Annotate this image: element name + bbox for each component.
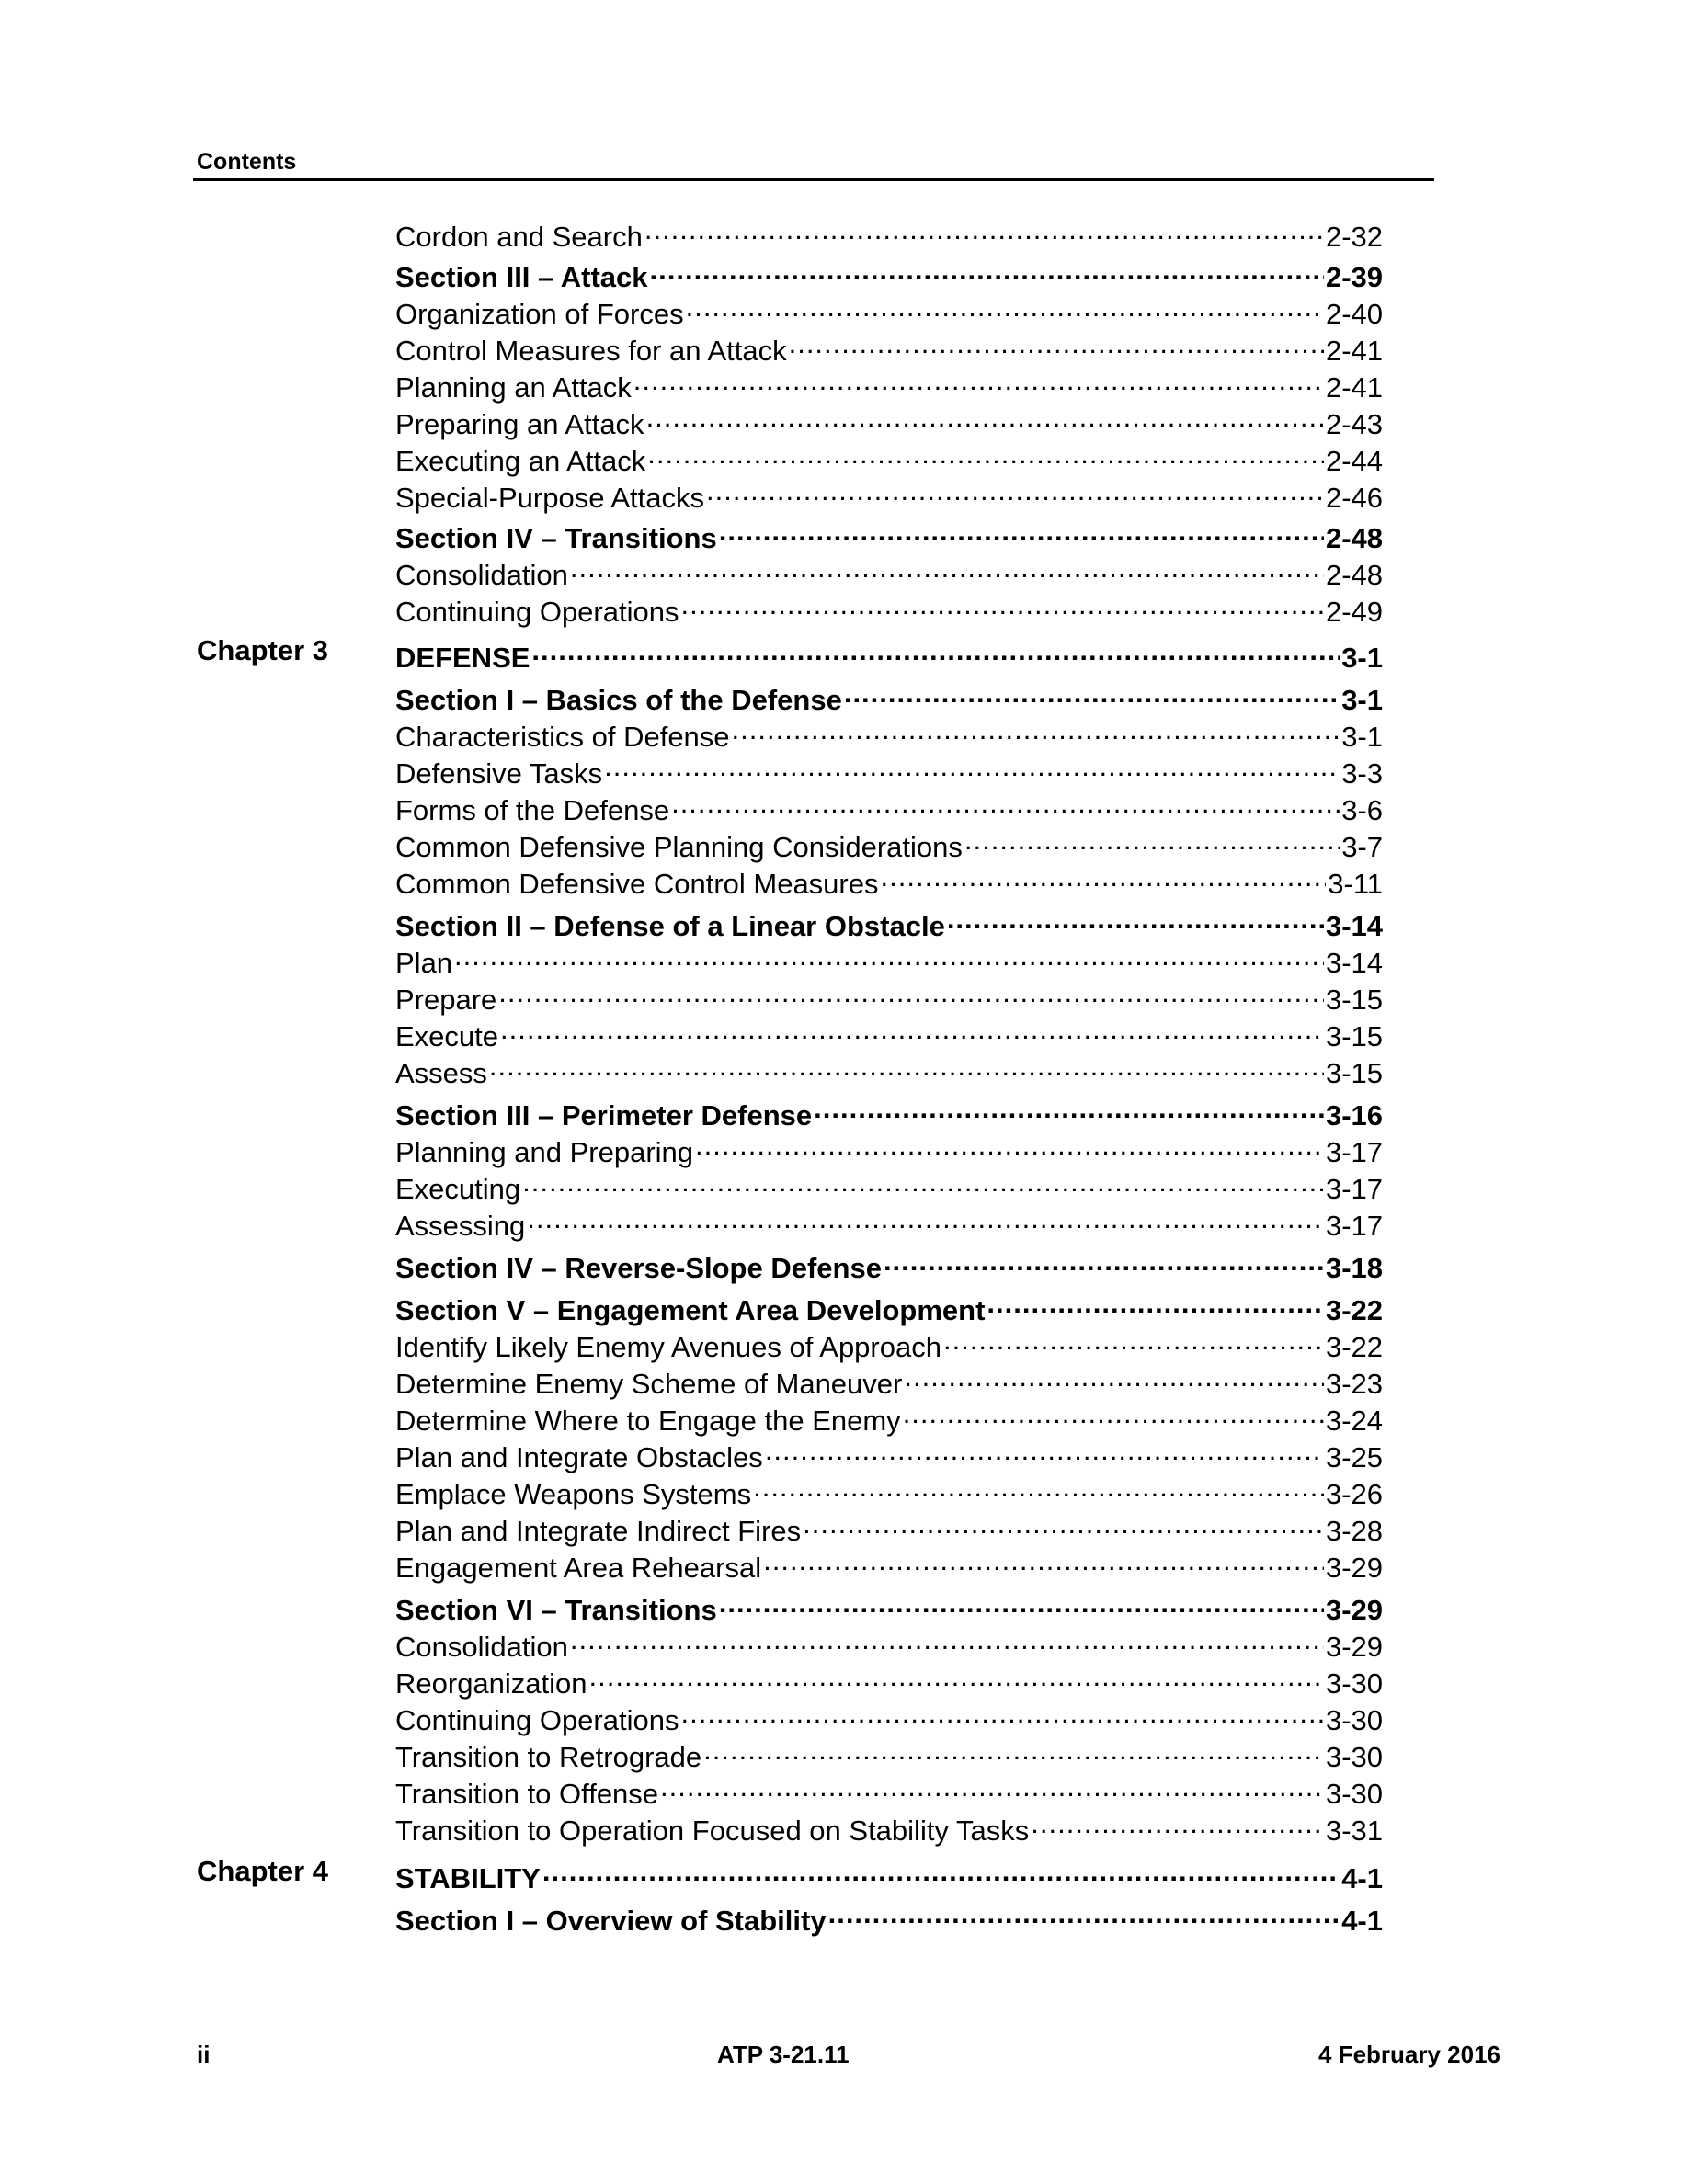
dot-leader (531, 634, 1340, 667)
dot-leader (522, 1166, 1324, 1199)
toc-entry-title: Characteristics of Defense (395, 721, 730, 753)
toc-heading-row[interactable] (395, 1587, 1383, 1627)
footer-date: 4 February 2016 (1318, 2041, 1501, 2068)
toc-row[interactable] (395, 1660, 1383, 1701)
toc-row[interactable] (395, 1697, 1383, 1737)
chapter-label: Chapter 3 (197, 634, 328, 666)
toc-entry-title: Plan and Integrate Indirect Fires (395, 1515, 802, 1547)
dot-leader (884, 1245, 1324, 1278)
dot-leader (719, 1587, 1324, 1620)
toc-heading-row[interactable] (395, 1245, 1383, 1285)
toc-row[interactable] (395, 860, 1383, 901)
toc-heading-row[interactable] (395, 1897, 1383, 1938)
toc-row[interactable] (395, 1807, 1383, 1848)
toc-entry-title: Control Measures for an Attack (395, 335, 787, 367)
toc-entry-title: Assessing (395, 1210, 526, 1242)
toc-row[interactable] (395, 1544, 1383, 1585)
toc-entry-title: Transition to Operation Focused on Stability Tasks (395, 1814, 1030, 1847)
toc-entry-title: Section IV – Transitions (395, 522, 717, 554)
toc-entry-page: 4-1 (1341, 1905, 1383, 1937)
toc-entry-page: 3-3 (1341, 757, 1383, 790)
toc-entry-page: 3-1 (1341, 721, 1383, 753)
toc-entry-title: Determine Enemy Scheme of Maneuver (395, 1368, 903, 1400)
toc-entry-title: Executing an Attack (395, 445, 646, 477)
dot-leader (947, 903, 1324, 936)
toc-row[interactable] (395, 213, 1383, 254)
toc-row[interactable] (395, 364, 1383, 404)
toc-row[interactable] (395, 1471, 1383, 1511)
toc-entry-page: 3-30 (1325, 1778, 1383, 1810)
toc-entry-title: Section III – Perimeter Defense (395, 1099, 813, 1132)
page-header: Contents (197, 149, 297, 175)
toc-entry-title: Executing (395, 1173, 521, 1205)
dot-leader (671, 787, 1340, 820)
toc-entry-page: 3-30 (1325, 1741, 1383, 1773)
dot-leader (644, 213, 1324, 246)
toc-entry-page: 3-15 (1325, 1057, 1383, 1089)
dot-leader (454, 939, 1324, 973)
toc-entry-title: Engagement Area Rehearsal (395, 1552, 762, 1584)
toc-entry-page: 3-29 (1325, 1552, 1383, 1584)
dot-leader (903, 1397, 1324, 1430)
dot-leader (789, 327, 1324, 360)
toc-row[interactable] (395, 1166, 1383, 1206)
toc-entry-title: DEFENSE (395, 642, 530, 674)
toc-heading-row[interactable] (395, 677, 1383, 717)
toc-row[interactable] (395, 976, 1383, 1017)
toc-entry-page: 3-7 (1341, 831, 1383, 863)
dot-leader (763, 1544, 1324, 1577)
dot-leader (844, 677, 1340, 710)
toc-entry-page: 3-1 (1341, 684, 1383, 716)
toc-row[interactable] (395, 1202, 1383, 1243)
toc-entry-page: 3-6 (1341, 794, 1383, 826)
toc-row[interactable] (395, 1734, 1383, 1774)
dot-leader (719, 515, 1324, 548)
dot-leader (650, 254, 1324, 287)
toc-entry-page: 3-30 (1325, 1704, 1383, 1736)
toc-entry-page: 2-39 (1325, 261, 1383, 293)
toc-entry-page: 2-41 (1325, 335, 1383, 367)
toc-entry-title: Execute (395, 1020, 499, 1052)
toc-row[interactable] (395, 438, 1383, 478)
toc-entry-page: 3-16 (1325, 1099, 1383, 1132)
toc-entry-title: Common Defensive Planning Considerations (395, 831, 963, 863)
dot-leader (604, 750, 1340, 783)
toc-entry-title: Special-Purpose Attacks (395, 482, 705, 514)
dot-leader (589, 1660, 1324, 1693)
toc-entry-page: 3-24 (1325, 1405, 1383, 1437)
toc-entry-page: 3-29 (1325, 1631, 1383, 1663)
dot-leader (904, 1360, 1324, 1393)
toc-row[interactable] (395, 327, 1383, 368)
chapter-label: Chapter 4 (197, 1855, 328, 1887)
toc-entry-page: 2-32 (1325, 221, 1383, 253)
toc-entry-page: 2-40 (1325, 298, 1383, 330)
toc-entry-page: 3-22 (1325, 1331, 1383, 1363)
toc-entry-page: 4-1 (1341, 1862, 1383, 1894)
toc-entry-title: Forms of the Defense (395, 794, 670, 826)
toc-entry-title: Planning and Preparing (395, 1136, 694, 1168)
toc-entry-page: 3-11 (1328, 868, 1383, 900)
toc-entry-title: Continuing Operations (395, 1704, 679, 1736)
dot-leader (732, 713, 1340, 746)
toc-entry-title: Cordon and Search (395, 221, 643, 253)
toc-heading-row[interactable] (395, 1287, 1383, 1327)
toc-entry-title: Section VI – Transitions (395, 1594, 717, 1626)
toc-entry-page: 2-48 (1325, 559, 1383, 591)
toc-row[interactable] (395, 474, 1383, 515)
dot-leader (695, 1129, 1324, 1162)
dot-leader (706, 474, 1324, 507)
dot-leader (646, 401, 1324, 434)
toc-entry-title: Section IV – Reverse-Slope Defense (395, 1252, 882, 1284)
toc-entry-title: Emplace Weapons Systems (395, 1478, 752, 1510)
toc-entry-page: 3-30 (1325, 1667, 1383, 1700)
toc-entry-title: Plan (395, 947, 453, 979)
dot-leader (633, 364, 1324, 397)
toc-entry-title: Section II – Defense of a Linear Obstacle (395, 910, 945, 942)
dot-leader (527, 1202, 1324, 1235)
toc-entry-title: Transition to Retrograde (395, 1741, 702, 1773)
toc-row[interactable] (395, 401, 1383, 441)
toc-entry-title: Reorganization (395, 1667, 587, 1700)
dot-leader (680, 1697, 1323, 1730)
toc-row[interactable] (395, 824, 1383, 864)
toc-entry-title: Prepare (395, 984, 497, 1016)
toc-entry-page: 3-15 (1325, 1020, 1383, 1052)
dot-leader (686, 290, 1324, 324)
dot-leader (570, 1623, 1324, 1656)
toc-entry-page: 2-44 (1325, 445, 1383, 477)
toc-row[interactable] (395, 1623, 1383, 1664)
toc-entry-title: STABILITY (395, 1862, 541, 1894)
dot-leader (660, 1770, 1324, 1803)
dot-leader (881, 860, 1327, 893)
toc-entry-title: Plan and Integrate Obstacles (395, 1441, 763, 1473)
toc-entry-title: Section III – Attack (395, 261, 648, 293)
dot-leader (814, 1092, 1324, 1125)
toc-entry-page: 3-31 (1325, 1814, 1383, 1847)
toc-entry-title: Continuing Operations (395, 596, 679, 628)
toc-row[interactable] (395, 1360, 1383, 1401)
toc-heading-row[interactable] (395, 1092, 1383, 1132)
toc-heading-row[interactable] (395, 903, 1383, 943)
toc-row[interactable] (395, 1050, 1383, 1090)
toc-row[interactable] (395, 290, 1383, 331)
toc-entry-page: 2-41 (1325, 371, 1383, 404)
toc-entry-page: 2-48 (1325, 522, 1383, 554)
toc-entry-title: Section V – Engagement Area Development (395, 1294, 986, 1326)
toc-entry-page: 3-22 (1325, 1294, 1383, 1326)
toc-entry-page: 3-17 (1325, 1210, 1383, 1242)
dot-leader (500, 1013, 1324, 1046)
toc-row[interactable] (395, 787, 1383, 827)
toc-heading-row[interactable] (395, 515, 1383, 555)
dot-leader (1031, 1807, 1324, 1840)
toc-entry-title: Section I – Overview of Stability (395, 1905, 827, 1937)
toc-row[interactable] (395, 1129, 1383, 1169)
toc-entry-page: 3-14 (1325, 910, 1383, 942)
toc-heading-row[interactable] (395, 254, 1383, 294)
dot-leader (647, 438, 1324, 471)
toc-entry-title: Section I – Basics of the Defense (395, 684, 842, 716)
toc-entry-page: 3-23 (1325, 1368, 1383, 1400)
dot-leader (828, 1897, 1340, 1930)
toc-entry-page: 3-18 (1325, 1252, 1383, 1284)
toc-entry-title: Assess (395, 1057, 487, 1089)
toc-row[interactable] (395, 1434, 1383, 1474)
dot-leader (765, 1434, 1324, 1467)
toc-row[interactable] (395, 1324, 1383, 1364)
toc-entry-page: 3-14 (1325, 947, 1383, 979)
toc-entry-title: Planning an Attack (395, 371, 632, 404)
toc-entry-page: 3-15 (1325, 984, 1383, 1016)
toc-entry-title: Defensive Tasks (395, 757, 603, 790)
toc-row[interactable] (395, 939, 1383, 980)
dot-leader (803, 1507, 1324, 1541)
toc-entry-page: 2-49 (1325, 596, 1383, 628)
toc-row[interactable] (395, 552, 1383, 592)
toc-row[interactable] (395, 713, 1383, 754)
footer-doc-id: ATP 3-21.11 (717, 2041, 850, 2068)
dot-leader (703, 1734, 1324, 1767)
dot-leader (542, 1855, 1340, 1888)
dot-leader (570, 552, 1324, 585)
toc-entry-title: Transition to Offense (395, 1778, 659, 1810)
toc-row[interactable] (395, 750, 1383, 791)
dot-leader (498, 976, 1324, 1009)
toc-row[interactable] (395, 1013, 1383, 1053)
dot-leader (943, 1324, 1324, 1357)
toc-entry-page: 3-1 (1341, 642, 1383, 674)
toc-entry-page: 2-43 (1325, 408, 1383, 440)
toc-row[interactable] (395, 1507, 1383, 1548)
toc-row[interactable] (395, 1770, 1383, 1811)
toc-entry-page: 3-26 (1325, 1478, 1383, 1510)
toc-entry-page: 2-46 (1325, 482, 1383, 514)
dot-leader (753, 1471, 1324, 1504)
toc-heading-row[interactable] (395, 634, 1383, 675)
toc-entry-page: 3-25 (1325, 1441, 1383, 1473)
dot-leader (680, 588, 1323, 621)
toc-entry-page: 3-17 (1325, 1136, 1383, 1168)
header-rule (193, 178, 1434, 181)
toc-entry-title: Organization of Forces (395, 298, 684, 330)
toc-entry-title: Preparing an Attack (395, 408, 644, 440)
toc-entry-title: Determine Where to Engage the Enemy (395, 1405, 901, 1437)
toc-entry-page: 3-28 (1325, 1515, 1383, 1547)
toc-entry-page: 3-17 (1325, 1173, 1383, 1205)
toc-entry-title: Identify Likely Enemy Avenues of Approach (395, 1331, 941, 1363)
toc-entry-title: Consolidation (395, 559, 568, 591)
toc-heading-row[interactable] (395, 1855, 1383, 1895)
dot-leader (987, 1287, 1324, 1320)
toc-entry-title: Common Defensive Control Measures (395, 868, 879, 900)
toc-entry-page: 3-29 (1325, 1594, 1383, 1626)
toc-row[interactable] (395, 1397, 1383, 1438)
footer-page-number: ii (197, 2041, 211, 2068)
dot-leader (489, 1050, 1324, 1083)
toc-row[interactable] (395, 588, 1383, 629)
toc-entry-title: Consolidation (395, 1631, 568, 1663)
dot-leader (964, 824, 1340, 857)
